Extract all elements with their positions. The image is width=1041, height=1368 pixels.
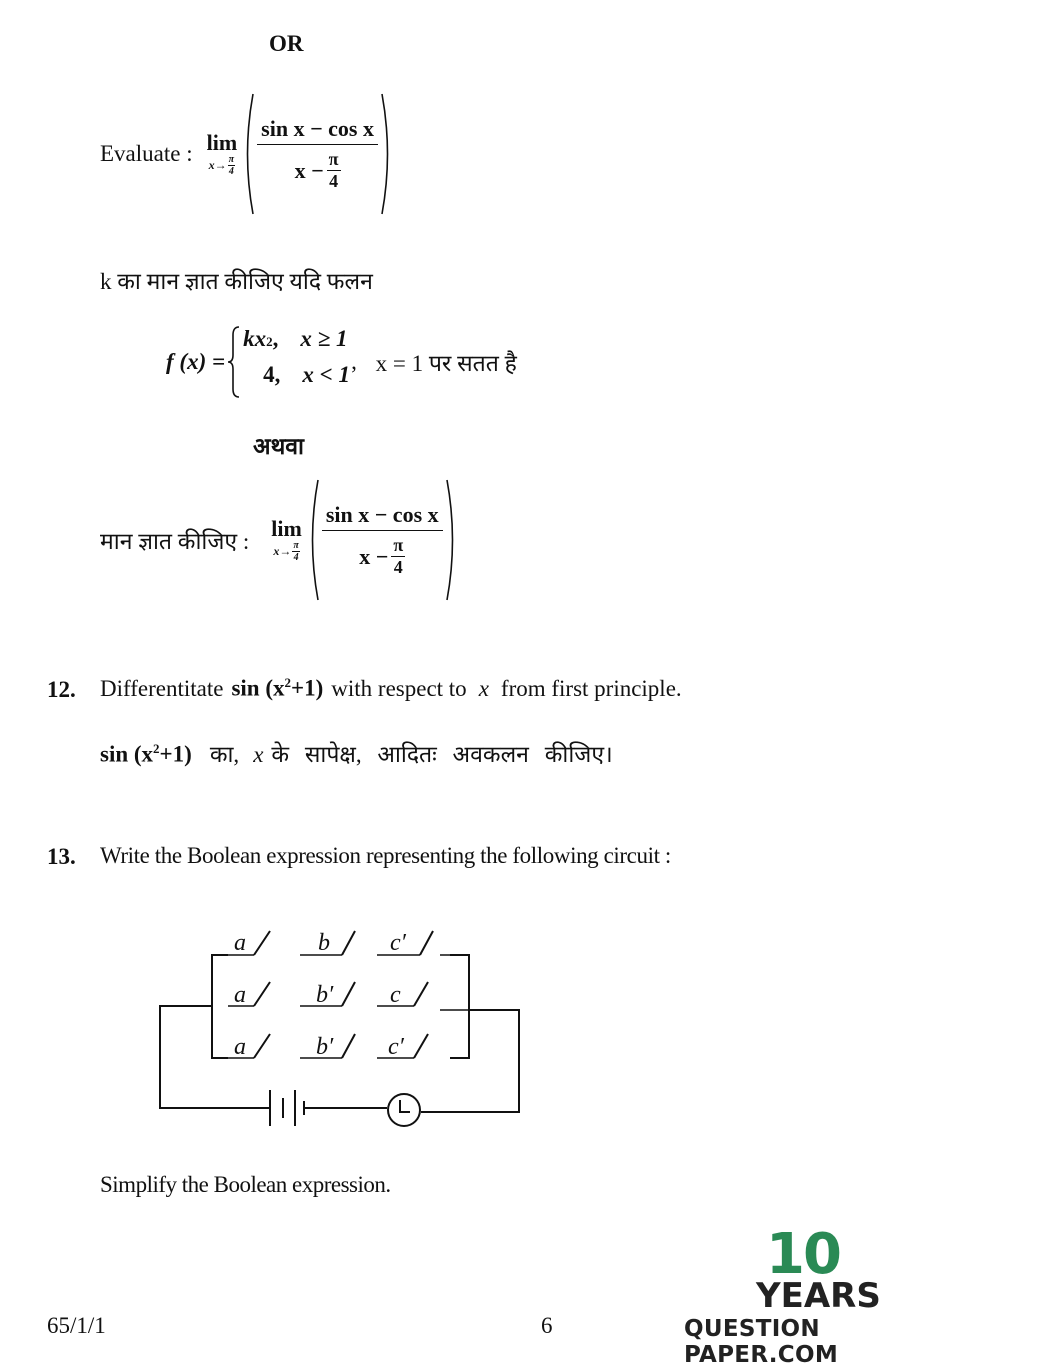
hindi-evaluate-label: मान ज्ञात कीजिए : xyxy=(100,529,250,554)
switch-label-r3-c2: b′ xyxy=(316,1034,334,1060)
q12-number: 12. xyxy=(47,677,76,702)
switch-label-r3-c1: a xyxy=(234,1034,246,1060)
q12-english: Differentitate $\sin (x^2+1)$ with respect to x from first principle. xyxy=(100,675,682,701)
simplify-text: Simplify the Boolean expression. xyxy=(100,1172,391,1197)
q13-text: Write the Boolean expression representing the following circuit : xyxy=(100,843,671,868)
or-heading: OR xyxy=(269,31,304,56)
limit-fraction-hindi: sin x − cos x x − $\frac{\pi}{4}$ xyxy=(322,502,443,578)
switch-label-r1-c3: c′ xyxy=(390,930,406,956)
continuity-text: x = 1 पर सतत है xyxy=(375,351,517,376)
left-paren-icon xyxy=(241,92,255,216)
right-paren-icon xyxy=(380,92,394,216)
lim-word: lim xyxy=(206,129,238,155)
switch-label-r2-c1: a xyxy=(234,982,246,1008)
switch-circuit-diagram xyxy=(150,915,540,1135)
logo-site: QUESTION PAPER.COM xyxy=(684,1316,839,1368)
q12-expression: $\sin (x^2+1)$ xyxy=(231,675,324,701)
lim-subscript: x → π 4 xyxy=(208,153,235,177)
page-number: 6 xyxy=(541,1313,553,1338)
right-paren-icon xyxy=(445,478,459,602)
logo-years: YEARS xyxy=(756,1276,881,1316)
hindi-limit-expression xyxy=(100,478,459,602)
athva-heading: अथवा xyxy=(253,434,305,459)
piecewise-function xyxy=(166,324,517,400)
limit-denominator: x − $\frac{\pi}{4}$ xyxy=(294,149,339,191)
case-row-2: 4, x < 1 ’ xyxy=(263,362,358,387)
q12-hindi: $\sin (x^2+1)$ का, x के सापेक्ष, आदितः अवकलन कीजिए। xyxy=(100,741,613,767)
switch-label-r3-c3: c′ xyxy=(388,1034,404,1060)
evaluate-label: Evaluate : xyxy=(100,141,193,166)
lim-operator xyxy=(206,129,238,177)
switch-label-r2-c3: c xyxy=(390,982,401,1008)
q13-number: 13. xyxy=(47,844,76,869)
fx-lhs: f (x) = xyxy=(166,349,226,374)
limit-fraction xyxy=(257,116,378,192)
site-logo xyxy=(684,1222,954,1368)
lim-operator-hindi: lim x → π 4 xyxy=(271,515,302,563)
english-limit-expression xyxy=(100,92,394,216)
logo-number: 10 xyxy=(766,1222,840,1287)
limit-numerator: sin x − cos x xyxy=(257,116,378,145)
case-row-1: kx 2 , x ≥ 1 xyxy=(243,326,348,351)
switch-label-r1-c2: b xyxy=(318,930,330,956)
left-paren-icon xyxy=(306,478,320,602)
left-brace-icon xyxy=(227,325,241,399)
q12-hindi-expression: $\sin (x^2+1)$ xyxy=(100,741,192,767)
hindi-k-question: k का मान ज्ञात कीजिए यदि फलन xyxy=(100,269,373,294)
switch-row-2 xyxy=(228,982,469,1010)
switch-row-1 xyxy=(228,931,450,955)
switch-label-r1-c1: a xyxy=(234,930,246,956)
footer-code: 65/1/1 xyxy=(47,1313,106,1338)
switch-label-r2-c2: b′ xyxy=(316,982,334,1008)
